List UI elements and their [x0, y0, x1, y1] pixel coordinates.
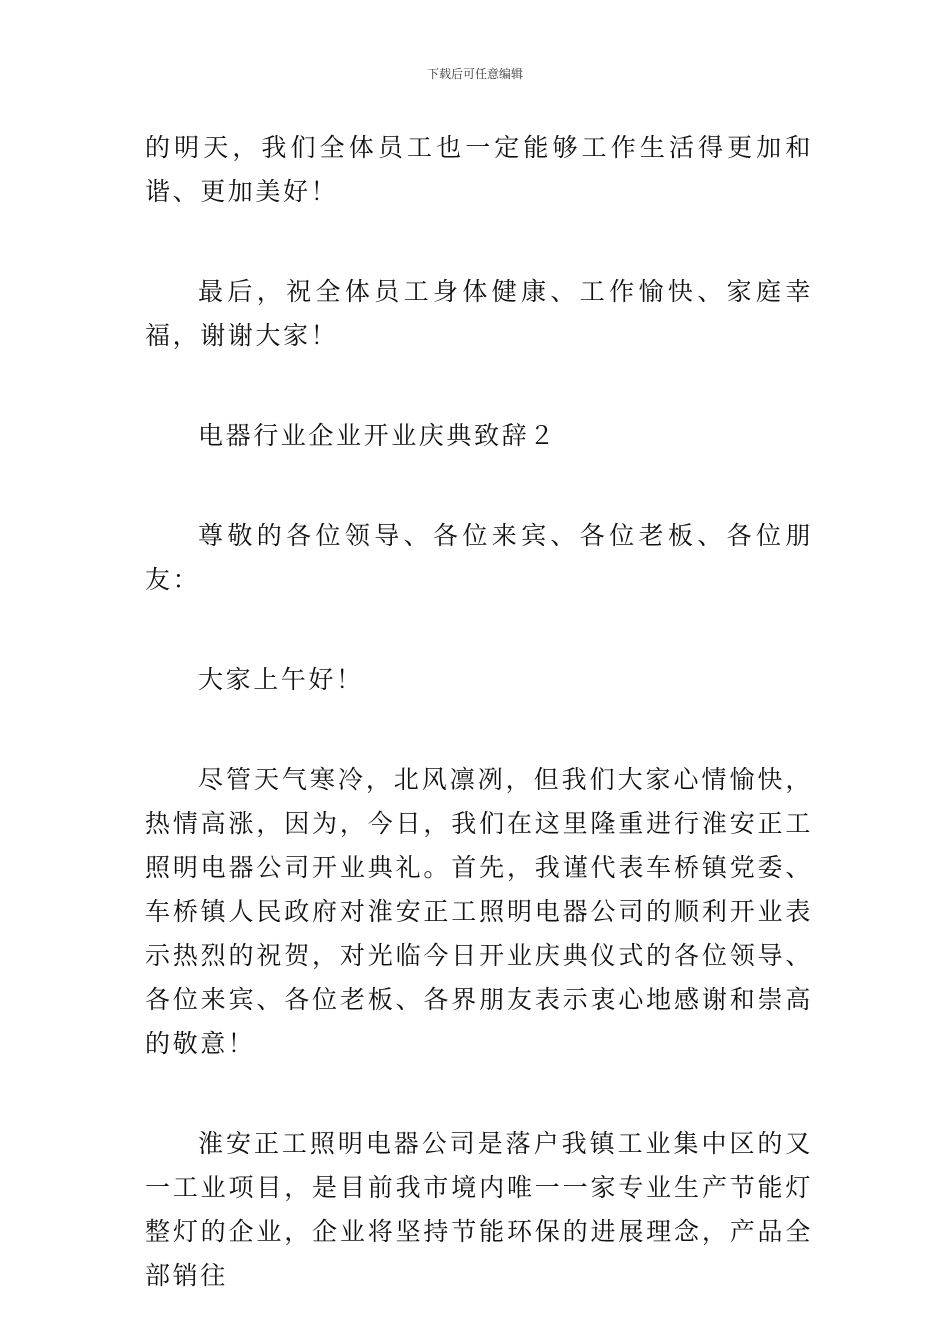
paragraph-company-intro: 淮安正工照明电器公司是落户我镇工业集中区的又一工业项目，是目前我市境内唯一一家专业生产节能灯整灯的企业，企业将坚持节能环保的进展理念，产品全部销往: [145, 1129, 813, 1290]
paragraph-greeting: 大家上午好！: [198, 665, 364, 694]
document-body: [145, 126, 813, 1298]
page-header: 下载后可任意编辑: [426, 67, 523, 81]
paragraph-closing-continuation: 的明天，我们全体员工也一定能够工作生活得更加和谐、更加美好！: [145, 133, 813, 206]
paragraph-opening: 尽管天气寒冷，北风凛冽，但我们大家心情愉快，热情高涨，因为，今日，我们在这里隆重进行淮安正工照明电器公司开业典礼。首先，我谨代表车桥镇党委、车桥镇人民政府对淮安正工照明电器公司的顺利开业表示热烈的祝贺，对光临今日开业庆典仪式的各位领导、各位来宾、各位老板、各界朋友表示衷心地感谢和崇高的敬意！: [145, 765, 813, 1058]
paragraph-final-wishes: 最后，祝全体员工身体健康、工作愉快、家庭幸福，谢谢大家！: [145, 277, 813, 350]
section-title: 电器行业企业开业庆典致辞２: [198, 421, 557, 450]
paragraph-salutation: 尊敬的各位领导、各位来宾、各位老板、各位朋友：: [145, 521, 813, 594]
